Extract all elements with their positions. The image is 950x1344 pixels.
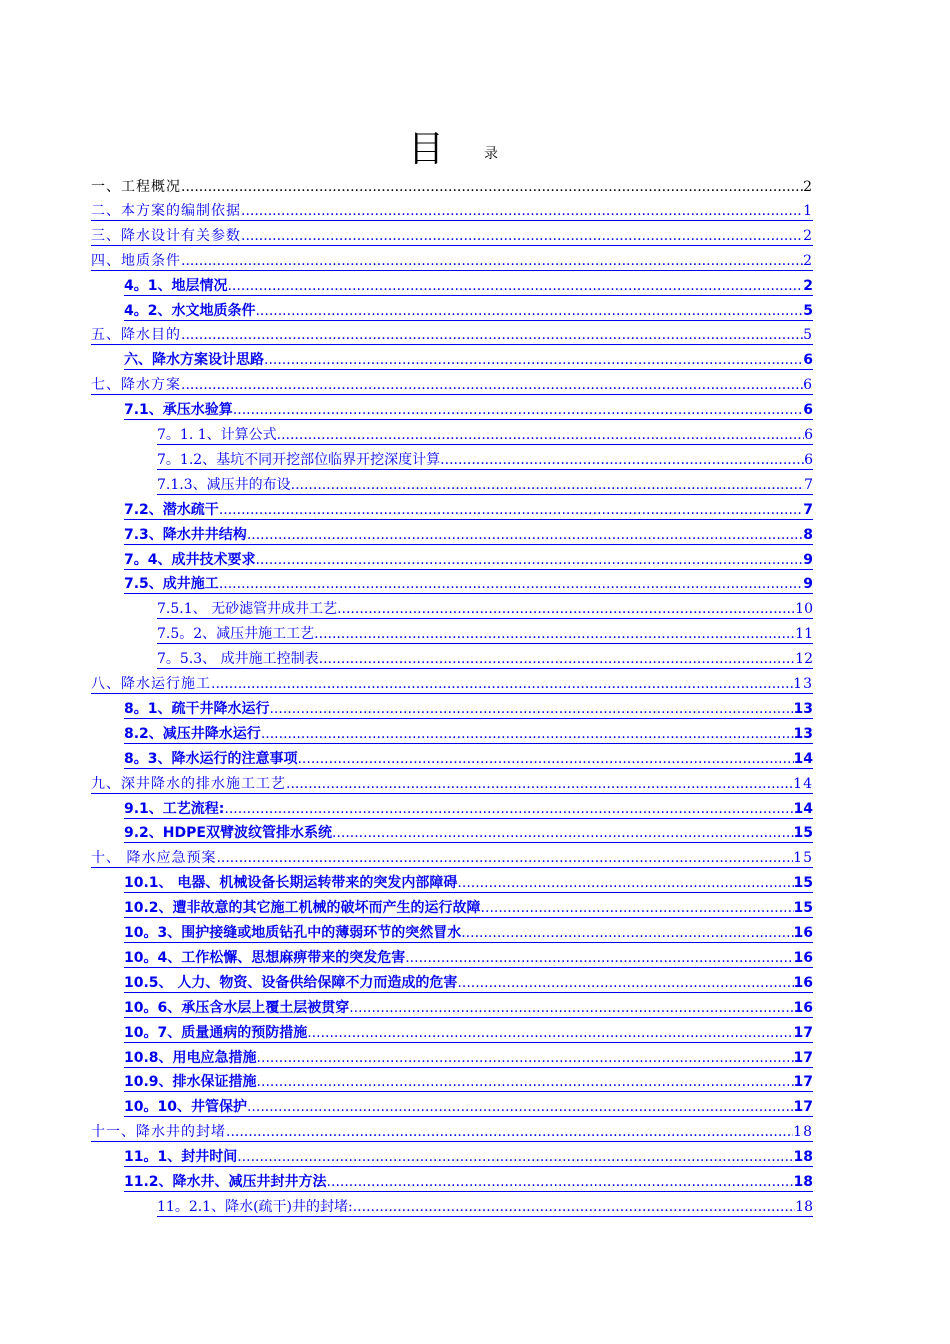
toc-entry-page: 16 <box>793 925 813 941</box>
toc-entry-text: 四、地质条件 <box>91 252 181 269</box>
toc-entry-text: 7.2、潜水疏干 <box>124 501 219 518</box>
toc-entry-text: 七、降水方案 <box>91 377 181 394</box>
toc-title <box>0 128 950 172</box>
toc-entry-page: 10 <box>795 601 813 618</box>
toc-entry-text: 7.5。2、减压井施工工艺 <box>157 626 315 643</box>
toc-leader-dots <box>241 202 803 221</box>
toc-entry-text: 8。1、疏干井降水运行 <box>124 700 270 717</box>
toc-entry[interactable] <box>91 672 813 694</box>
toc-entry-page: 5 <box>803 327 813 344</box>
toc-entry[interactable] <box>124 697 813 719</box>
toc-leader-dots <box>332 824 794 843</box>
toc-leader-dots <box>237 1148 793 1167</box>
toc-entry[interactable] <box>124 1070 813 1092</box>
toc-entry-page: 5 <box>803 302 813 319</box>
toc-entry-text: 八、降水运行施工 <box>91 676 211 692</box>
toc-entry-page: 16 <box>793 999 813 1016</box>
toc-entry-page: 15 <box>793 900 813 917</box>
toc-leader-dots <box>440 451 804 470</box>
toc-entry-page: 6 <box>803 402 813 419</box>
toc-entry[interactable] <box>124 299 813 321</box>
toc-entry-page: 13 <box>793 700 813 717</box>
toc-entry[interactable] <box>124 821 813 843</box>
toc-leader-dots <box>269 700 793 719</box>
toc-leader-dots <box>181 376 803 395</box>
toc-entry-text: 三、降水设计有关参数 <box>91 227 241 244</box>
toc-entry[interactable] <box>91 1120 813 1142</box>
toc-entry-page: 18 <box>793 1124 813 1141</box>
toc-entry[interactable] <box>124 871 813 893</box>
toc-leader-dots <box>349 999 793 1018</box>
toc-leader-dots <box>257 1049 794 1068</box>
toc-entry[interactable] <box>124 1170 813 1192</box>
toc-entry-text: 二、本方案的编制依据 <box>91 202 241 219</box>
toc-leader-dots <box>181 178 803 196</box>
toc-title-sub: 录 <box>484 146 498 162</box>
toc-leader-dots <box>261 725 794 744</box>
toc-entry-page: 2 <box>803 179 813 195</box>
toc-entry[interactable] <box>124 722 813 744</box>
toc-leader-dots <box>255 302 803 321</box>
toc-leader-dots <box>461 924 793 943</box>
toc-entry-page: 7 <box>803 501 813 518</box>
toc-entry-text: 11。2.1、降水(疏干)井的封堵: <box>157 1198 353 1215</box>
toc-entry-page: 2 <box>803 277 813 294</box>
toc-entry[interactable] <box>124 797 813 819</box>
toc-leader-dots <box>233 401 803 420</box>
toc-entry-text: 十、 降水应急预案 <box>91 850 217 867</box>
toc-leader-dots <box>181 252 803 271</box>
toc-entry-page: 6 <box>803 352 813 369</box>
toc-entry-page: 1 <box>803 202 813 219</box>
toc-entry-text: 10.2、遭非故意的其它施工机械的破坏而产生的运行故障 <box>124 900 481 917</box>
toc-entry-text: 六、降水方案设计思路 <box>124 352 264 369</box>
toc-entry[interactable] <box>124 896 813 918</box>
toc-entry-text: 8。3、降水运行的注意事项 <box>124 750 298 767</box>
toc-entry-text: 10。6、承压含水层上覆土层被贯穿 <box>124 999 350 1016</box>
toc-leader-dots <box>224 800 793 819</box>
toc-entry[interactable] <box>91 224 813 246</box>
toc-entry-text: 10.5、 人力、物资、设备供给保障不力而造成的危害 <box>124 974 458 991</box>
toc-entry-text: 7。5.3、 成井施工控制表 <box>157 651 319 668</box>
toc-entry-text: 7.3、降水井井结构 <box>124 526 247 543</box>
toc-leader-dots <box>247 526 803 545</box>
toc-entry-page: 17 <box>793 1074 813 1091</box>
toc-entry[interactable] <box>124 498 813 520</box>
toc-entry-text: 9.2、HDPE双臂波纹管排水系统 <box>124 825 332 842</box>
toc-leader-dots <box>405 949 793 968</box>
toc-entry-text: 7.1.3、减压井的布设 <box>157 476 291 493</box>
toc-entry-page: 6 <box>804 451 813 468</box>
toc-entry-text: 11。1、封井时间 <box>124 1149 238 1166</box>
toc-entry-text: 10.1、 电器、机械设备长期运转带来的突发内部障碍 <box>124 875 458 892</box>
toc-entry-text: 7.1、承压水验算 <box>124 402 233 419</box>
toc-entry-page: 8 <box>803 526 813 543</box>
toc-entry-text: 10。3、围护接缝或地质钻孔中的薄弱环节的突然冒水 <box>124 925 462 941</box>
toc-entry-page: 16 <box>793 974 813 991</box>
toc-entry-page: 17 <box>793 1099 813 1116</box>
toc-leader-dots <box>457 974 793 993</box>
toc-entry-text: 10。10、井管保护 <box>124 1099 247 1116</box>
toc-entry-text: 10.9、排水保证措施 <box>124 1074 257 1091</box>
toc-leader-dots <box>291 476 804 495</box>
toc-entry[interactable] <box>91 199 813 221</box>
toc-entry[interactable] <box>157 647 813 669</box>
toc-entry-page: 15 <box>793 875 813 892</box>
toc-leader-dots <box>181 326 803 345</box>
toc-entry-page: 18 <box>793 1149 813 1166</box>
toc-entry-page: 14 <box>793 775 813 792</box>
toc-entry[interactable] <box>91 174 813 196</box>
toc-entry-text: 10。4、工作松懈、思想麻痹带来的突发危害 <box>124 949 406 966</box>
toc-entry-page: 7 <box>804 476 813 493</box>
toc-leader-dots <box>219 575 803 594</box>
toc-entry-text: 11.2、降水井、减压井封井方法 <box>124 1174 327 1190</box>
toc-leader-dots <box>241 227 803 246</box>
toc-leader-dots <box>297 750 793 769</box>
toc-leader-dots <box>264 351 803 370</box>
toc-entry-text: 7.5.1、 无砂滤管井成井工艺 <box>157 601 338 618</box>
toc-entry-page: 2 <box>803 252 813 269</box>
toc-entry[interactable] <box>124 274 813 296</box>
toc-entry-page: 17 <box>793 1049 813 1066</box>
toc-entry-page: 9 <box>803 576 813 593</box>
toc-leader-dots <box>327 1173 794 1192</box>
toc-entry[interactable] <box>124 747 813 769</box>
toc-entry[interactable] <box>124 971 813 993</box>
toc-leader-dots <box>219 501 803 520</box>
toc-leader-dots <box>257 1073 794 1092</box>
toc-entry-page: 14 <box>793 800 813 817</box>
toc-entry-text: 10.8、用电应急措施 <box>124 1049 257 1066</box>
toc-entry-text: 7。4、成井技术要求 <box>124 551 256 568</box>
toc-entry[interactable] <box>91 323 813 345</box>
toc-entry[interactable] <box>124 1095 813 1117</box>
toc-entry[interactable] <box>157 622 813 644</box>
toc-entry-text: 10。7、质量通病的预防措施 <box>124 1024 308 1041</box>
toc-entry-text: 7。1. 1、计算公式 <box>157 427 277 443</box>
toc-entry-page: 12 <box>795 651 813 668</box>
toc-entry[interactable] <box>91 772 813 794</box>
toc-leader-dots <box>227 277 803 296</box>
toc-leader-dots <box>226 1123 793 1142</box>
toc-entry[interactable] <box>157 423 813 445</box>
toc-entry[interactable] <box>124 548 813 570</box>
toc-leader-dots <box>247 1098 794 1117</box>
toc-entry[interactable] <box>124 523 813 545</box>
toc-entry[interactable] <box>124 398 813 420</box>
toc-leader-dots <box>337 600 795 619</box>
toc-entry[interactable] <box>124 348 813 370</box>
toc-entry[interactable] <box>124 1145 813 1167</box>
toc-entry[interactable] <box>91 846 813 868</box>
toc-leader-dots <box>457 874 793 893</box>
toc-leader-dots <box>211 675 793 694</box>
toc-title-main: 目 <box>408 129 445 170</box>
toc-entry-text: 一、工程概况 <box>91 179 181 195</box>
toc-entry-page: 13 <box>793 725 813 742</box>
toc-entry[interactable] <box>91 373 813 395</box>
toc-entry[interactable] <box>157 597 813 619</box>
toc-entry[interactable] <box>157 448 813 470</box>
toc-entry-page: 18 <box>795 1198 813 1215</box>
toc-leader-dots <box>255 551 803 570</box>
toc-entry-page: 15 <box>793 850 813 867</box>
toc-entry[interactable] <box>124 1021 813 1043</box>
toc-entry-page: 11 <box>795 626 813 643</box>
toc-entry-page: 6 <box>803 377 813 394</box>
toc-leader-dots <box>307 1024 793 1043</box>
toc-entry-text: 7.5、成井施工 <box>124 576 219 593</box>
toc-entry[interactable] <box>124 1046 813 1068</box>
toc-leader-dots <box>277 426 804 445</box>
toc-leader-dots <box>481 899 794 918</box>
toc-entry-page: 17 <box>793 1024 813 1041</box>
toc-entry-text: 十一、降水井的封堵 <box>91 1124 226 1141</box>
toc-leader-dots <box>216 849 793 868</box>
toc-entry[interactable] <box>124 996 813 1018</box>
toc-entry-page: 2 <box>803 227 813 244</box>
toc-entry-page: 9 <box>803 551 813 568</box>
toc-entry[interactable] <box>124 946 813 968</box>
toc-entry[interactable] <box>124 572 813 594</box>
toc-entry[interactable] <box>157 473 813 495</box>
toc-entry[interactable] <box>91 249 813 271</box>
toc-entry-text: 8.2、减压井降水运行 <box>124 725 261 742</box>
toc-leader-dots <box>314 625 795 644</box>
toc-leader-dots <box>286 775 793 794</box>
toc-entry-text: 7。1.2、基坑不同开挖部位临界开挖深度计算 <box>157 451 441 468</box>
toc-entry-page: 6 <box>804 427 813 443</box>
toc-entry[interactable] <box>157 1195 813 1217</box>
toc-entry-text: 9.1、工艺流程: <box>124 800 225 817</box>
toc-entry-page: 13 <box>793 676 813 692</box>
toc-entry-page: 16 <box>793 949 813 966</box>
toc-entry-text: 九、深井降水的排水施工工艺 <box>91 775 286 792</box>
toc-entry-page: 18 <box>793 1174 813 1190</box>
toc-entry[interactable] <box>124 921 813 943</box>
toc-entry-text: 4。1、地层情况 <box>124 277 228 294</box>
toc-leader-dots <box>353 1198 795 1217</box>
toc-entry-text: 4。2、水文地质条件 <box>124 302 256 319</box>
toc-entry-page: 14 <box>793 750 813 767</box>
toc-entry-text: 五、降水目的 <box>91 327 181 344</box>
toc-entry-page: 15 <box>793 825 813 842</box>
toc-leader-dots <box>319 650 796 669</box>
